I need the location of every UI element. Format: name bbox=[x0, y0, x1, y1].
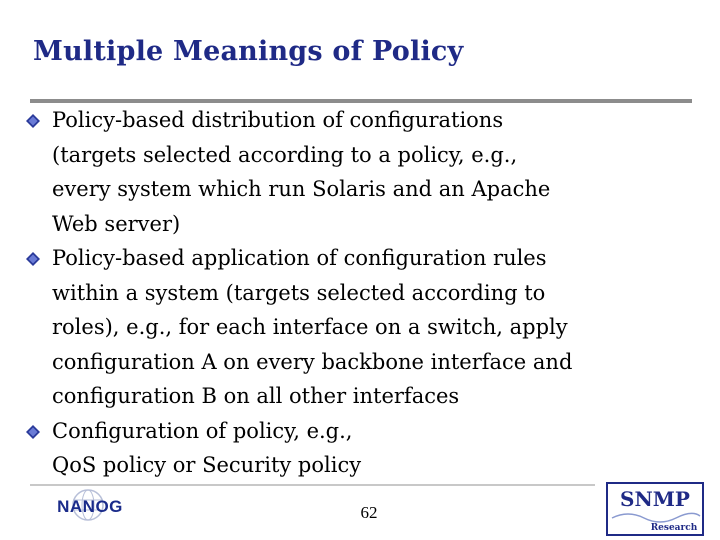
diamond-bullet-icon bbox=[26, 425, 40, 439]
bullet-item-configuration bbox=[22, 414, 702, 483]
bullet-line: configuration B on all other interfaces bbox=[52, 384, 460, 408]
diamond-bullet-icon bbox=[26, 114, 40, 128]
footer-divider bbox=[30, 484, 595, 486]
slide-title: Multiple Meanings of Policy bbox=[33, 36, 464, 67]
snmp-logo-text: SNMP bbox=[620, 487, 690, 511]
diamond-bullet-icon bbox=[26, 252, 40, 266]
bullet-line: (targets selected according to a policy, e.g., bbox=[52, 142, 518, 167]
bullet-line: configuration A on every backbone interface and bbox=[52, 349, 573, 374]
bullet-line: within a system (targets selected according to bbox=[52, 280, 546, 305]
bullet-line: Policy-based application of configuration rules bbox=[52, 246, 547, 270]
snmp-logo-subtext: Research bbox=[650, 523, 698, 533]
bullet-item-distribution bbox=[22, 103, 702, 241]
bullet-line: every system which run Solaris and an Apache bbox=[52, 177, 551, 201]
page-number: 62 bbox=[360, 503, 378, 522]
bullet-item-application bbox=[22, 241, 702, 414]
bullet-list bbox=[22, 103, 702, 483]
bullet-line: Configuration of policy, e.g., bbox=[52, 418, 353, 443]
bullet-line: QoS policy or Security policy bbox=[52, 453, 362, 477]
bullet-line: roles), e.g., for each interface on a switch, apply bbox=[52, 315, 568, 339]
snmp-research-logo bbox=[606, 482, 704, 536]
nanog-logo-text: NANOG bbox=[57, 497, 123, 516]
bullet-line: Web server) bbox=[52, 211, 181, 236]
bullet-line: Policy-based distribution of configurations bbox=[52, 108, 504, 132]
